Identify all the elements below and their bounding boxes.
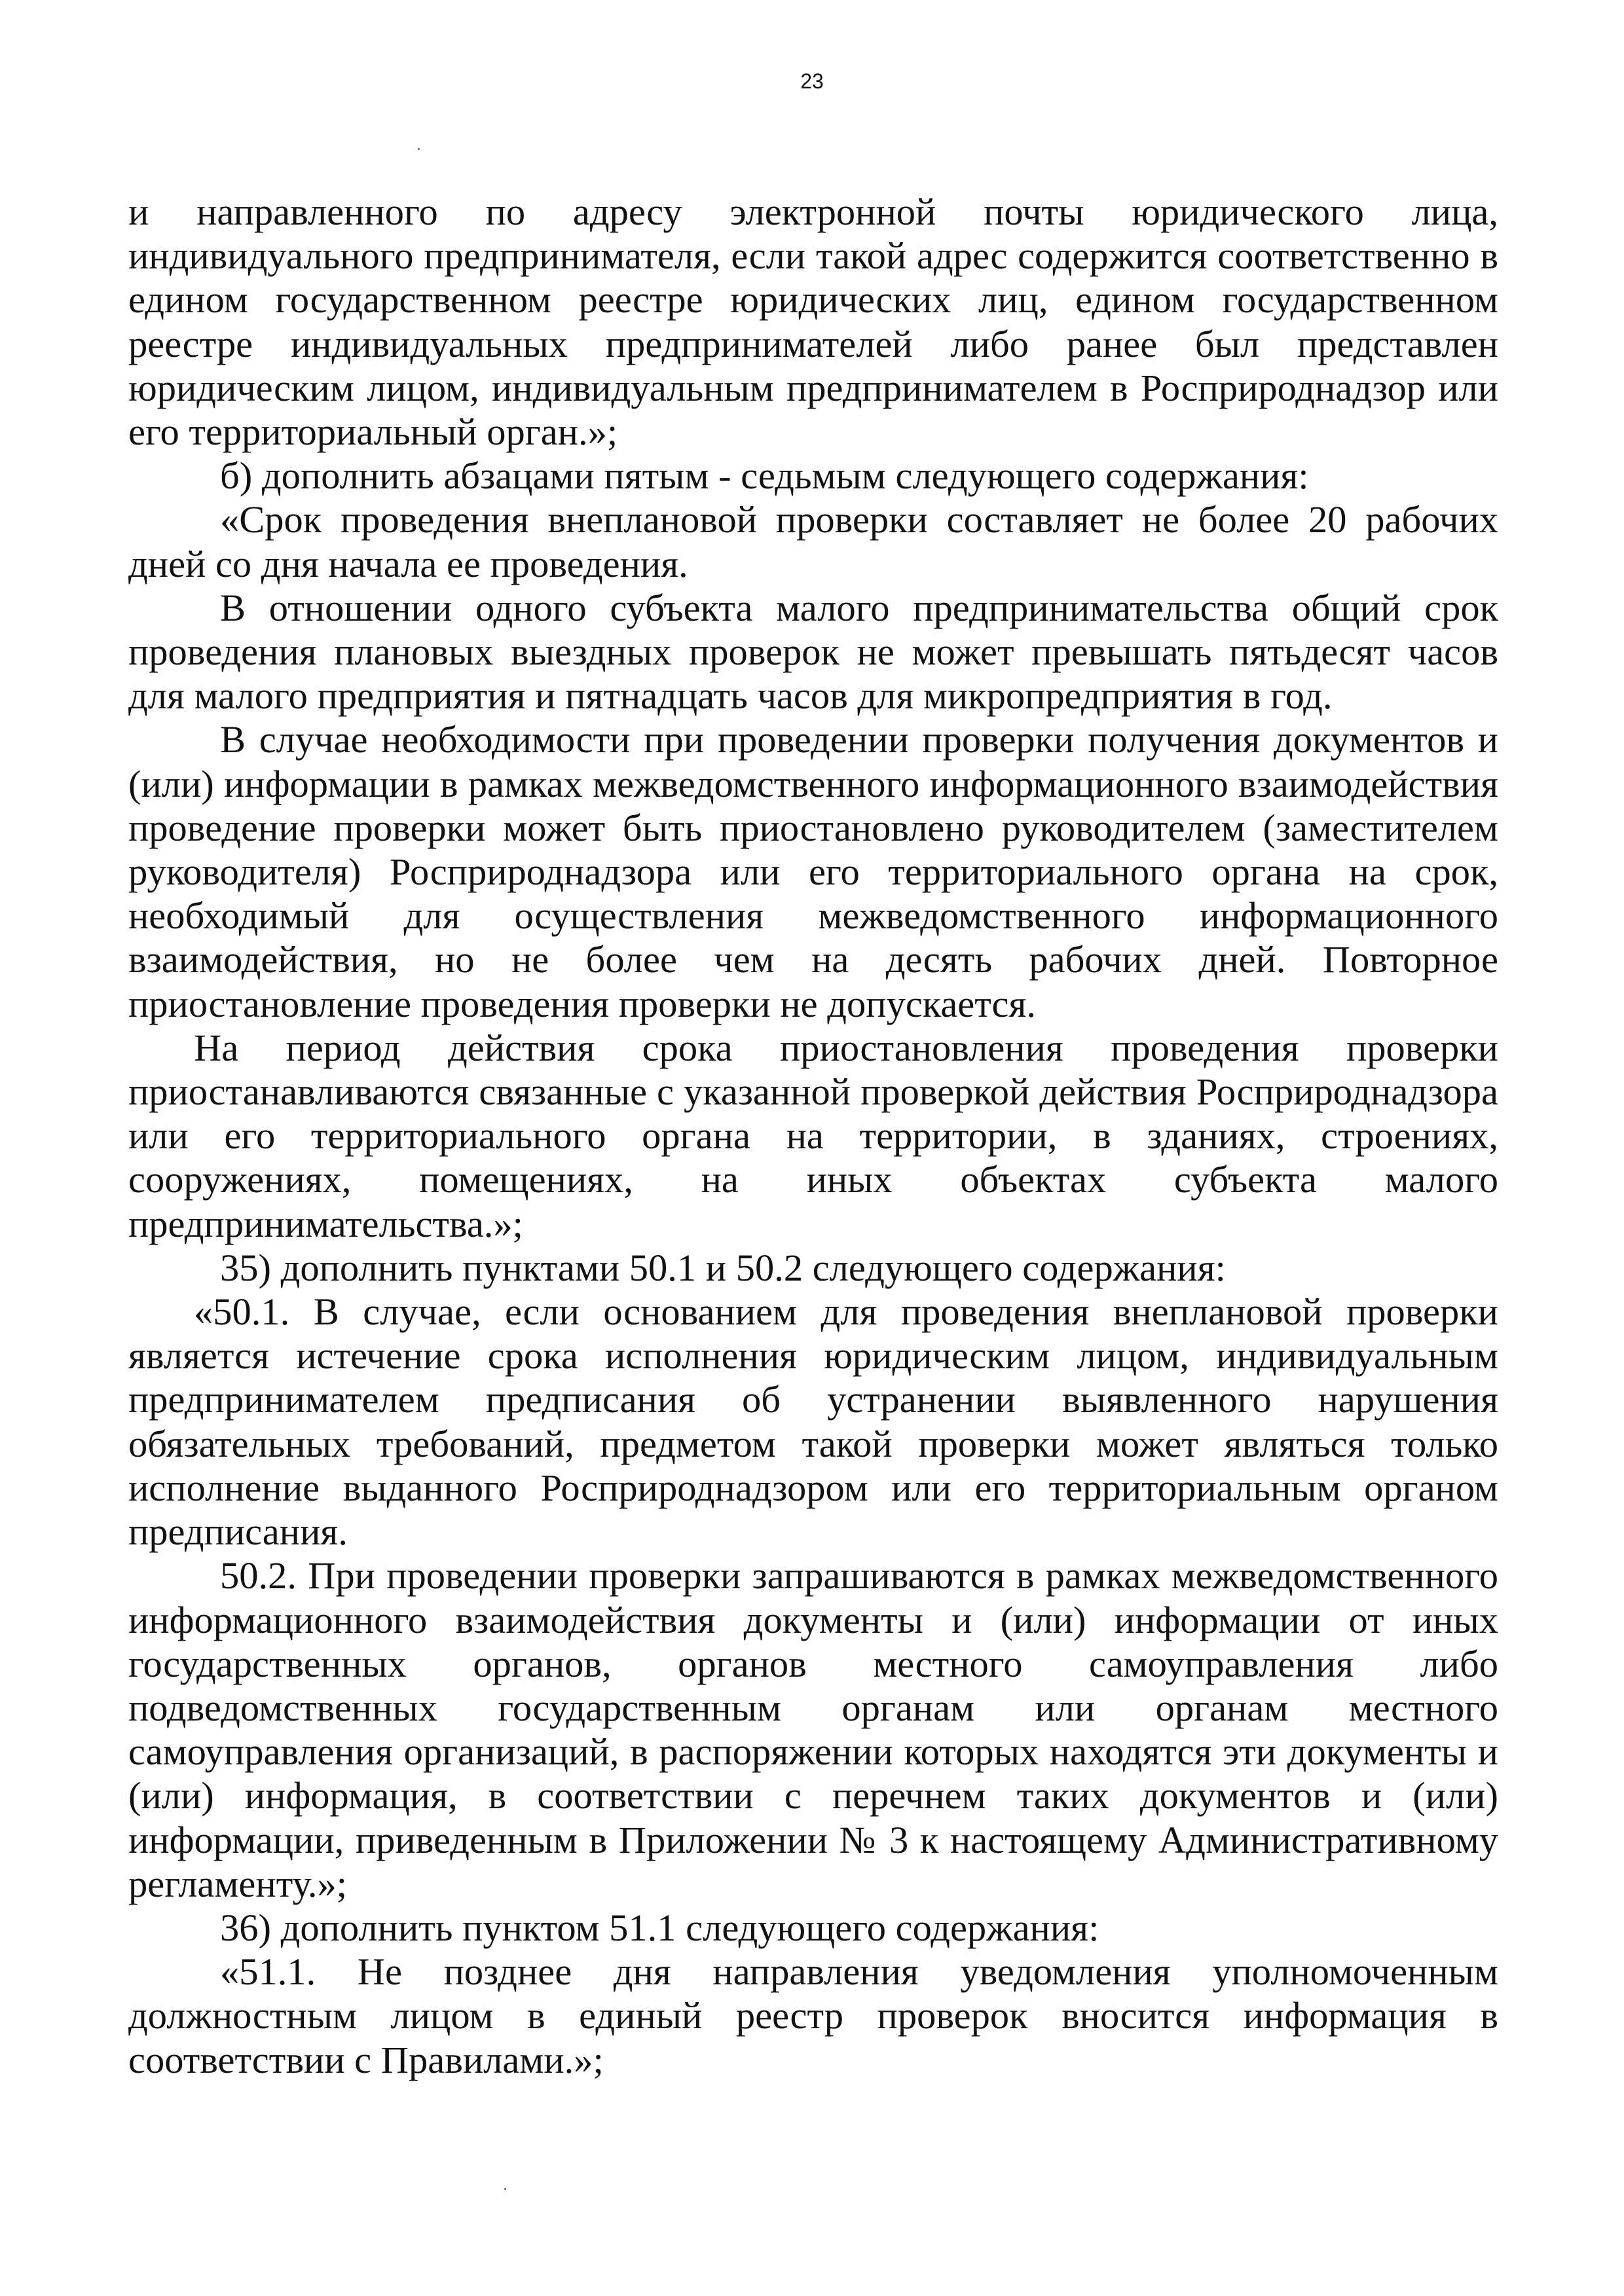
paragraph: б) дополнить абзацами пятым - седьмым следующего содержания: xyxy=(220,454,1309,498)
paragraph: На период действия срока приостановления проведения проверки приостанавливаются связанные с указанной проверкой действия Росприроднадзора или его территориального органа на территории, в зданиях, строениях, сооружениях, помещениях, на иных объектах субъекта малого предпринимательства.»; xyxy=(128,1026,1498,1245)
paragraph: «Срок проведения внеплановой проверки составляет не более 20 рабочих дней со дня начала ее проведения. xyxy=(128,498,1498,585)
page-number: 23 xyxy=(800,69,824,93)
paragraph: «51.1. Не позднее дня направления уведомления уполномоченным должностным лицом в единый реестр проверок вносится информация в соответствии с Правилами.»; xyxy=(128,1950,1498,2081)
paragraph: и направленного по адресу электронной почты юридического лица, индивидуального предпринимателя, если такой адрес содержится соответственно в едином государственном реестре юридических лиц, едином государственном реестре индивидуальных предпринимателей либо ранее был представлен юридическим лицом, индивидуальным предпринимателем в Росприроднадзор или его территориальный орган.»; xyxy=(128,191,1498,454)
scan-speck xyxy=(418,148,420,150)
paragraph: 50.2. При проведении проверки запрашиваются в рамках межведомственного информационного взаимодействия документы и (или) информации от иных государственных органов, органов местного самоуправления либо подведомственных государственным органам или органам местного самоуправления организаций, в распоряжении которых находятся эти документы и (или) информация, в соответствии с перечнем таких документов и (или) информации, приведенным в Приложении № 3 к настоящему Административному регламенту.»; xyxy=(128,1554,1498,1905)
paragraph: 35) дополнить пунктами 50.1 и 50.2 следующего содержания: xyxy=(220,1246,1226,1289)
paragraph: В отношении одного субъекта малого предпринимательства общий срок проведения плановых выездных проверок не может превышать пятьдесят часов для малого предприятия и пятнадцать часов для микропредприятия в год. xyxy=(128,586,1498,718)
paragraph: В случае необходимости при проведении проверки получения документов и (или) информации в рамках межведомственного информационного взаимодействия проведение проверки может быть приостановлено руководителем (заместителем руководителя) Росприроднадзора или его территориального органа на срок, необходимый для осуществления межведомственного информационного взаимодействия, но не более чем на десять рабочих дней. Повторное приостановление проведения проверки не допускается. xyxy=(128,718,1498,1025)
document-body xyxy=(128,190,1498,2082)
paragraph: «50.1. В случае, если основанием для проведения внеплановой проверки является истечение срока исполнения юридическим лицом, индивидуальным предпринимателем предписания об устранении выявленного нарушения обязательных требований, предметом такой проверки может являться только исполнение выданного Росприроднадзором или его территориальным органом предписания. xyxy=(128,1290,1498,1554)
paragraph: 36) дополнить пунктом 51.1 следующего содержания: xyxy=(220,1906,1099,1949)
scan-speck xyxy=(504,2188,506,2190)
